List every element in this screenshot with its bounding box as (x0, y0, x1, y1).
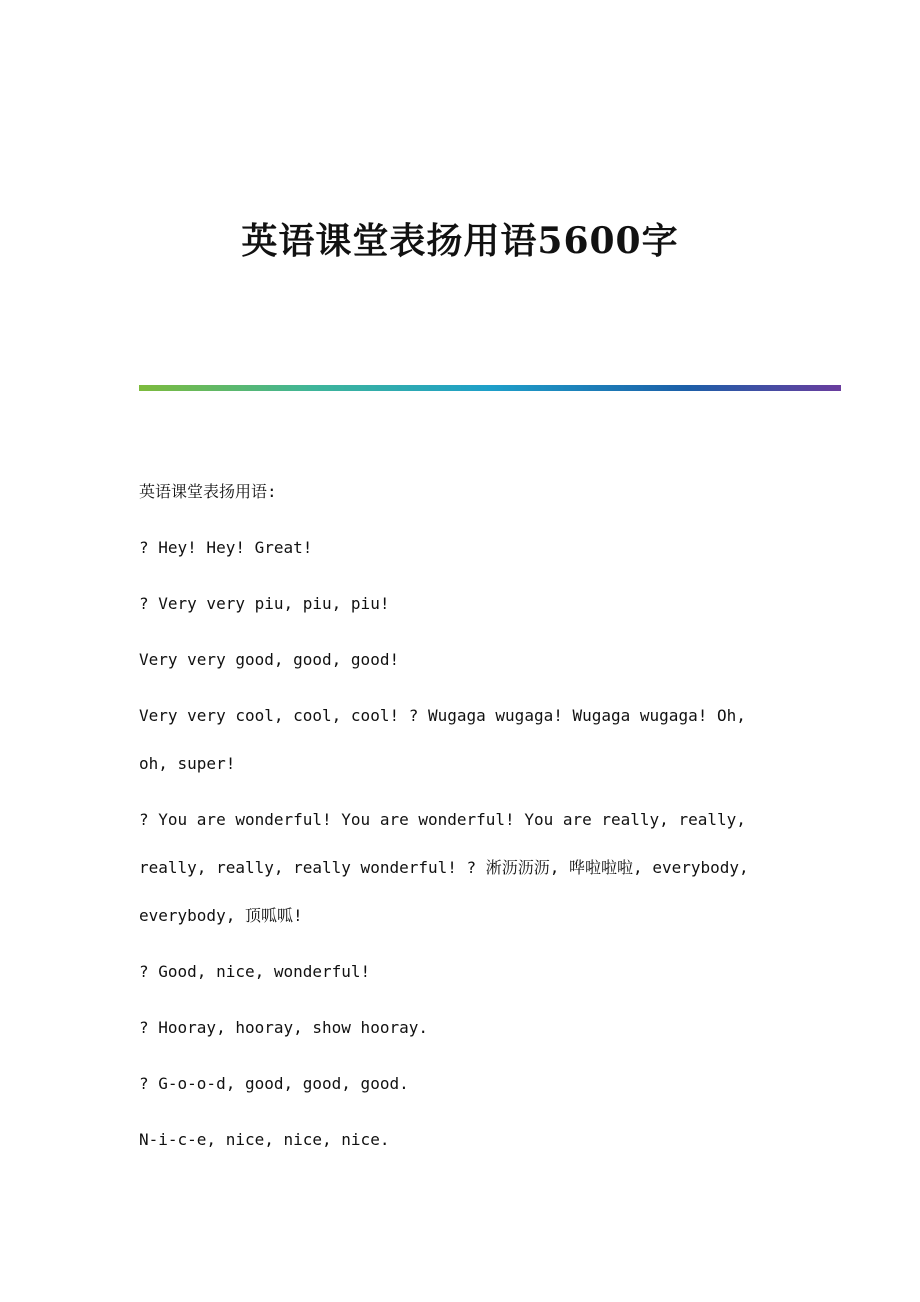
paragraph: Very very cool, cool, cool! ? Wugaga wugaga! Wugaga wugaga! Oh, oh, super! (139, 706, 746, 773)
paragraph: ? You are wonderful! You are wonderful! You are really, really, really, really, really wonderful! ? 淅沥沥沥, 哗啦啦啦, everybody, everybody, 顶呱呱! (139, 810, 749, 925)
paragraph: ? G-o-o-d, good, good, good. (139, 1074, 409, 1093)
paragraph: ? Very very piu, piu, piu! (139, 594, 390, 613)
paragraph: ? Hooray, hooray, show hooray. (139, 1018, 428, 1037)
paragraph: ? Good, nice, wonderful! (139, 962, 371, 981)
paragraph: ? Hey! Hey! Great! (139, 538, 313, 557)
paragraph: N-i-c-e, nice, nice, nice. (139, 1130, 390, 1149)
document-body (139, 468, 779, 1172)
paragraph: Very very good, good, good! (139, 650, 400, 669)
title-divider (139, 385, 841, 391)
document-title: 英语课堂表扬用语5600字 (241, 220, 679, 262)
paragraph-heading: 英语课堂表扬用语: (139, 482, 277, 501)
